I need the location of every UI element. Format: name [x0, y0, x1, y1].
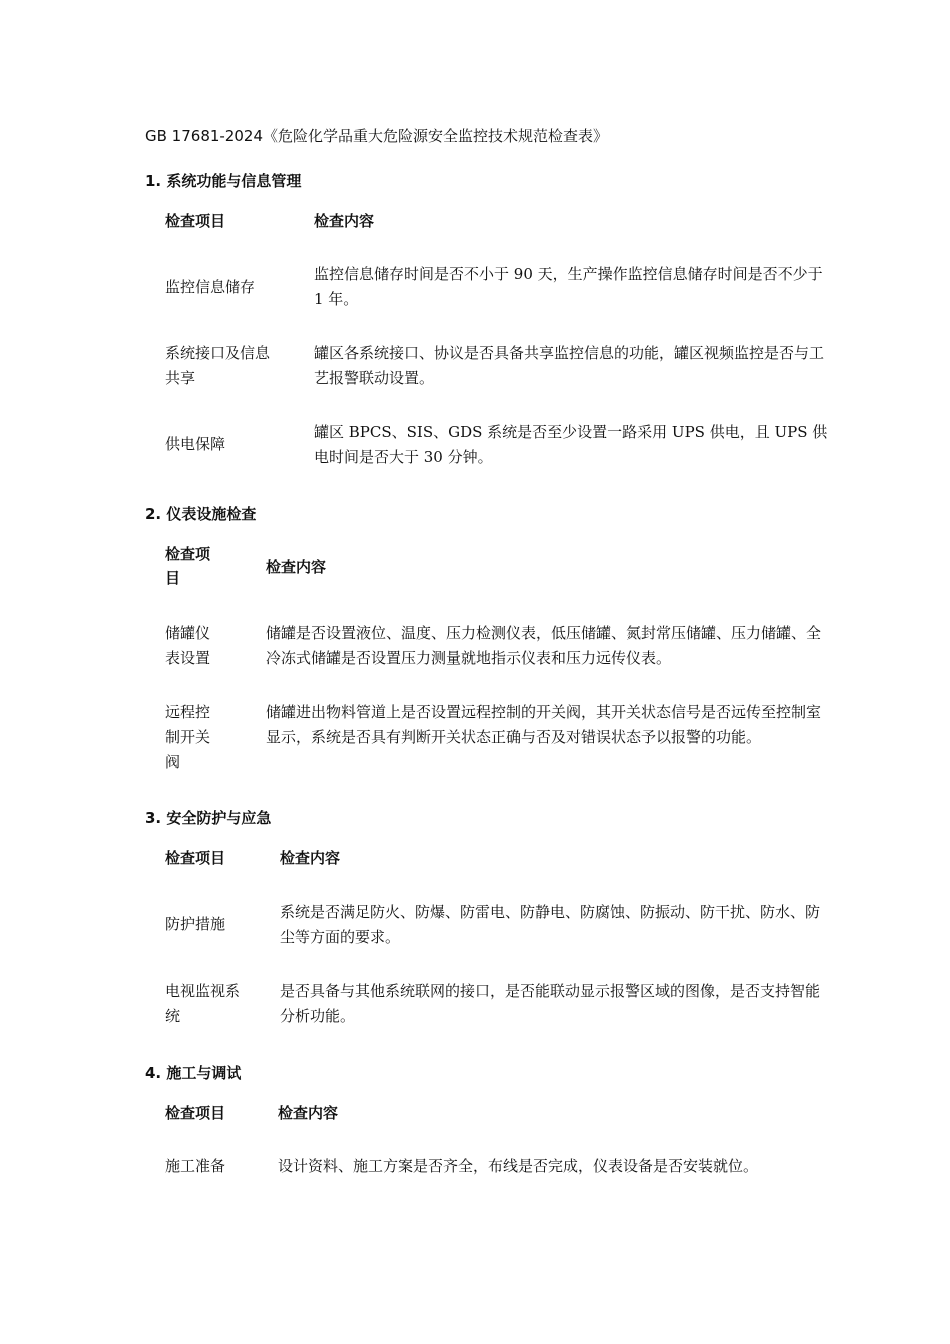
table-header-content: 检查内容: [266, 558, 327, 576]
table-row-item: 远程控制开关阀: [165, 703, 211, 771]
table-header-content: 检查内容: [314, 212, 375, 230]
table-row-item: 施工准备: [165, 1157, 226, 1175]
section-heading-4: 4. 施工与调试: [145, 1064, 242, 1082]
document-title: GB 17681-2024《危险化学品重大危险源安全监控技术规范检查表》: [145, 127, 608, 145]
table-row-content: 罐区各系统接口、协议是否具备共享监控信息的功能，罐区视频监控是否与工艺报警联动设置。: [314, 344, 825, 387]
table-row-item: 系统接口及信息共享: [165, 344, 271, 387]
table-row-content: 罐区 BPCS、SIS、GDS 系统是否至少设置一路采用 UPS 供电，且 UPS 供电时间是否大于 30 分钟。: [314, 423, 828, 466]
table-row-content: 储罐进出物料管道上是否设置远程控制的开关阀，其开关状态信号是否远传至控制室显示，系统是否具有判断开关状态正确与否及对错误状态予以报警的功能。: [266, 703, 822, 746]
table-row-content: 监控信息储存时间是否不小于 90 天，生产操作监控信息储存时间是否不少于 1 年。: [314, 265, 823, 308]
section-heading-1: 1. 系统功能与信息管理: [145, 172, 302, 190]
table-row-item: 防护措施: [165, 915, 226, 933]
table-row-item: 电视监视系统: [165, 982, 241, 1025]
table-row-item: 供电保障: [165, 435, 226, 453]
table-header-content: 检查内容: [280, 849, 341, 867]
table-row-content: 储罐是否设置液位、温度、压力检测仪表，低压储罐、氮封常压储罐、压力储罐、全冷冻式储罐是否设置压力测量就地指示仪表和压力远传仪表。: [266, 624, 822, 667]
table-header-item: 检查项目: [165, 212, 226, 230]
table-row-content: 系统是否满足防火、防爆、防雷电、防静电、防腐蚀、防振动、防干扰、防水、防尘等方面的要求。: [280, 903, 821, 946]
table-row-item: 监控信息储存: [165, 278, 256, 296]
section-heading-2: 2. 仪表设施检查: [145, 505, 257, 523]
table-header-item: 检查项目: [165, 849, 226, 867]
table-row-content: 是否具备与其他系统联网的接口，是否能联动显示报警区域的图像，是否支持智能分析功能。: [280, 982, 821, 1025]
table-header-content: 检查内容: [278, 1104, 339, 1122]
table-row-content: 设计资料、施工方案是否齐全，布线是否完成，仪表设备是否安装就位。: [278, 1157, 759, 1175]
table-row-item: 储罐仪表设置: [165, 624, 211, 667]
section-heading-3: 3. 安全防护与应急: [145, 809, 272, 827]
table-header-item: 检查项目: [165, 545, 211, 587]
table-header-item: 检查项目: [165, 1104, 226, 1122]
